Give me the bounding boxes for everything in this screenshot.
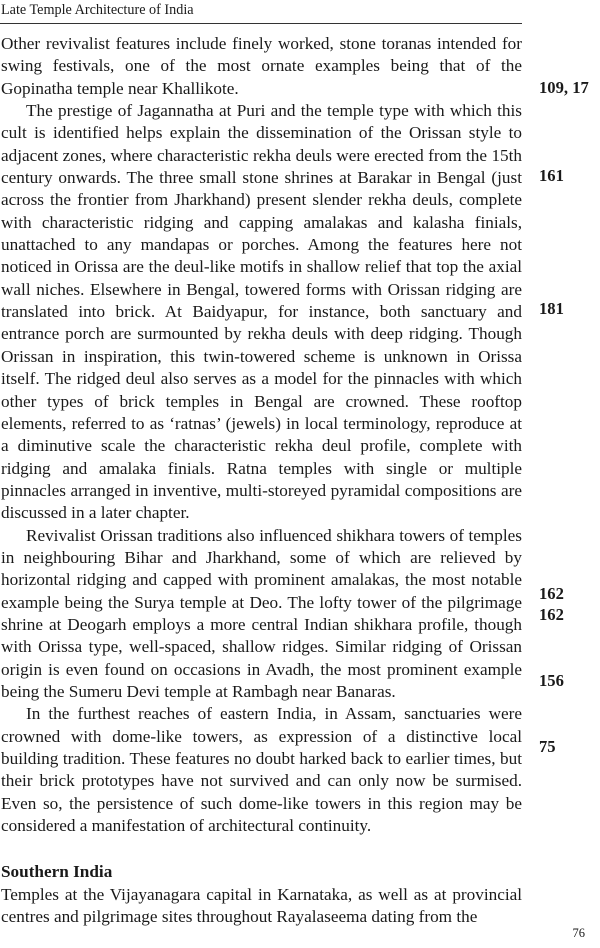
paragraph-southern-india: Temples at the Vijayanagara capital in Karnataka, as well as at provincial centres and pilgrimage sites throughout Rayalaseema dating from the bbox=[1, 884, 522, 927]
margin-figure-ref: 161 bbox=[539, 166, 564, 185]
margin-figure-ref: 109, 17 bbox=[539, 78, 589, 97]
margin-figure-ref: 75 bbox=[539, 737, 556, 756]
margin-figure-ref: 162 bbox=[539, 584, 564, 603]
header-rule bbox=[0, 23, 522, 24]
body-text bbox=[1, 33, 522, 928]
page-number: 76 bbox=[572, 926, 585, 940]
section-heading: Southern India bbox=[1, 862, 113, 882]
margin-figure-ref: 162 bbox=[539, 605, 564, 624]
paragraph-jagannatha: The prestige of Jagannatha at Puri and the temple type with which this cult is identified helps explain the dissemination of the Orissan style to adjacent zones, where characteristic rekha deuls were erected from the 15th century onwards. The three small stone shrines at Barakar in Bengal (just across the frontier from Jharkhand) present slender rekha deuls, complete with characteristic ridging and capping amalakas and kalasha finials, unattached to any mandapas or porches. Among the features here not noticed in Orissa are the deul-like motifs in shallow relief that top the axial wall niches. Elsewhere in Bengal, towered forms with Orissan ridging are translated into brick. At Baidyapur, for instance, both sanctuary and entrance porch are surmounted by rekha deuls with deep ridging. Though Orissan in inspiration, this twin-towered scheme is unknown in Orissa itself. The ridged deul also serves as a model for the pinnacles with which other types of brick temples in Bengal are crowned. These rooftop elements, referred to as ‘ratnas’ (jewels) in local terminology, reproduce at a diminutive scale the characteristic rekha deul profile, complete with ridging and amalaka finials. Ratna temples with single or multiple pinnacles arranged in inventive, multi-storeyed pyramidal compositions are discussed in a later chapter. bbox=[1, 101, 522, 523]
paragraph-bihar-jharkhand: Revivalist Orissan traditions also influenced shikhara towers of temples in neighbouring Bihar and Jharkhand, some of which are relieved by horizontal ridging and capped with prominent amalakas, the most notable example being the Surya temple at Deo. The lofty tower of the pilgrimage shrine at Deogarh employs a more central Indian shikhara profile, though with Orissa type, well-spaced, shallow ridges. Similar ridging of Orissan origin is even found on occasions in Avadh, the most prominent example being the Sumeru Devi temple at Rambagh near Banaras. bbox=[1, 525, 522, 701]
paragraph-toranas: Other revivalist features include finely worked, stone toranas intended for swing festivals, one of the most ornate examples being that of the Gopinatha temple near Khallikote. bbox=[1, 34, 522, 98]
running-header: Late Temple Architecture of India bbox=[1, 2, 194, 18]
paragraph-assam: In the furthest reaches of eastern India, in Assam, sanctuaries were crowned with dome-like towers, as expression of a distinctive local building tradition. These features no doubt harked back to earlier times, but their brick prototypes have not survived and can only now be surmised. Even so, the persistence of such dome-like towers in this region may be considered a manifestation of architectural continuity. bbox=[1, 704, 522, 836]
margin-figure-ref: 156 bbox=[539, 671, 564, 690]
margin-figure-ref: 181 bbox=[539, 299, 564, 318]
